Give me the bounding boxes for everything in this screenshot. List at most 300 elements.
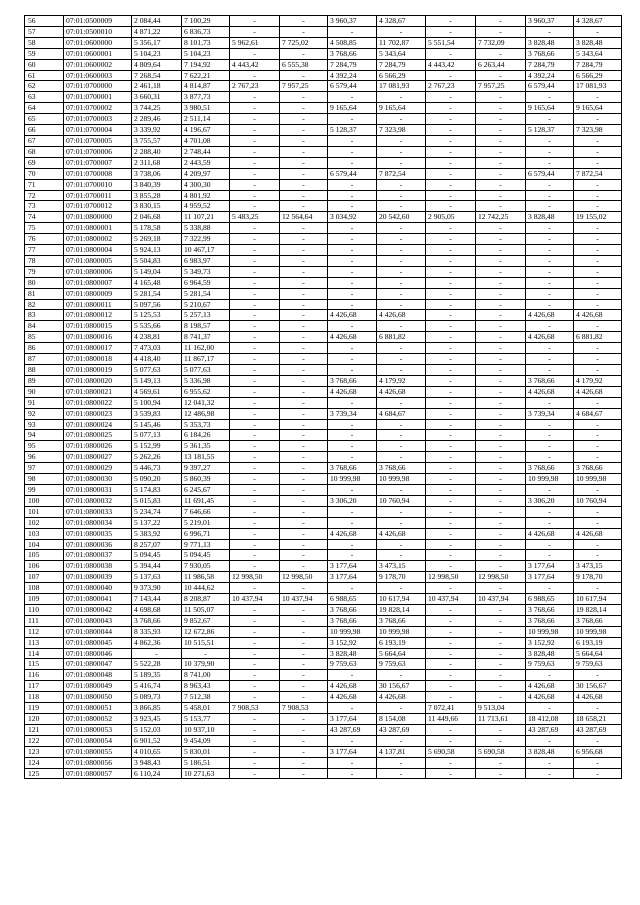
cadastral-code-cell: 07:01:0800040 [64,583,132,594]
value-cell: - [328,397,377,408]
value-cell: - [230,430,280,441]
value-cell: - [377,517,426,528]
value-cell: - [526,321,574,332]
value-cell: - [230,615,280,626]
row-number-cell: 89 [25,375,64,386]
cadastral-code-cell: 07:01:0800020 [64,375,132,386]
value-cell: - [426,408,476,419]
value-cell: - [476,408,526,419]
value-cell: - [426,604,476,615]
value-cell: - [328,441,377,452]
value-cell: 3 768,66 [377,615,426,626]
value-cell: 3 828,48 [526,212,574,223]
value-cell: 5 219,01 [182,517,230,528]
cadastral-code-cell: 07:01:0800029 [64,463,132,474]
cadastral-code-cell: 07:01:0800049 [64,681,132,692]
value-cell: 6 579,44 [328,168,377,179]
value-cell: 11 867,17 [182,354,230,365]
value-cell: 9 454,09 [182,735,230,746]
value-cell: - [280,452,328,463]
table-row [25,604,622,615]
value-cell: - [574,190,622,201]
value-cell: - [230,495,280,506]
value-cell: 5 089,73 [132,692,182,703]
value-cell: - [280,277,328,288]
value-cell: - [377,354,426,365]
row-number-cell: 80 [25,277,64,288]
value-cell: - [280,604,328,615]
value-cell: - [526,343,574,354]
value-cell: 5 535,66 [132,321,182,332]
value-cell: - [476,692,526,703]
value-cell: - [280,310,328,321]
table-row [25,299,622,310]
value-cell: - [426,125,476,136]
value-cell: 9 165,64 [377,103,426,114]
row-number-cell: 77 [25,245,64,256]
value-cell: 3 744,25 [132,103,182,114]
value-cell: 10 937,10 [182,724,230,735]
value-cell: - [526,135,574,146]
value-cell: 4 426,68 [328,528,377,539]
value-cell: - [230,190,280,201]
value-cell: 4 426,68 [526,681,574,692]
cadastral-code-cell: 07:01:0800027 [64,452,132,463]
value-cell: 10 999,98 [377,626,426,637]
value-cell: - [426,375,476,386]
value-cell: - [328,757,377,768]
value-cell: 4 300,30 [182,179,230,190]
value-cell: 7 284,79 [328,59,377,70]
value-cell: - [328,146,377,157]
value-cell: 7 512,38 [182,692,230,703]
value-cell: - [476,735,526,746]
row-number-cell: 90 [25,386,64,397]
value-cell: - [426,517,476,528]
value-cell: 6 566,29 [574,70,622,81]
value-cell: 3 980,51 [182,103,230,114]
value-cell: 4 862,36 [132,637,182,648]
row-number-cell: 116 [25,670,64,681]
value-cell: 4 426,68 [574,310,622,321]
value-cell: 17 081,93 [377,81,426,92]
cadastral-code-cell: 07:01:0800056 [64,757,132,768]
value-cell: - [230,16,280,27]
cadastral-code-cell: 07:01:0800019 [64,365,132,376]
row-number-cell: 108 [25,583,64,594]
value-cell: 9 165,64 [328,103,377,114]
value-cell: 5 090,20 [132,474,182,485]
row-number-cell: 63 [25,92,64,103]
value-cell: - [476,724,526,735]
value-cell: 5 343,64 [574,48,622,59]
value-cell: 4 426,68 [526,692,574,703]
value-cell: - [426,724,476,735]
table-row [25,343,622,354]
value-cell: 4 010,65 [132,746,182,757]
value-cell: 5 153,77 [182,714,230,725]
value-cell: - [526,517,574,528]
value-cell: - [476,299,526,310]
value-cell: - [476,70,526,81]
row-number-cell: 111 [25,615,64,626]
value-cell: 17 081,93 [574,81,622,92]
value-cell: - [377,266,426,277]
value-cell: 2 443,59 [182,157,230,168]
row-number-cell: 78 [25,255,64,266]
value-cell: - [377,430,426,441]
value-cell: 10 999,98 [377,474,426,485]
value-cell: - [328,179,377,190]
value-cell: - [476,583,526,594]
value-cell: - [280,103,328,114]
value-cell: 5 924,13 [132,245,182,256]
table-row [25,539,622,550]
value-cell: 2 084,44 [132,16,182,27]
row-number-cell: 102 [25,517,64,528]
value-cell: 3 473,15 [377,561,426,572]
value-cell: 6 996,71 [182,528,230,539]
value-cell: - [230,332,280,343]
value-cell: - [476,26,526,37]
value-cell: - [280,332,328,343]
value-cell: - [476,48,526,59]
row-number-cell: 125 [25,768,64,779]
value-cell: 7 957,25 [280,81,328,92]
value-cell: - [328,234,377,245]
value-cell: - [280,266,328,277]
value-cell: - [280,495,328,506]
value-cell: - [426,321,476,332]
table-row [25,288,622,299]
value-cell: 5 690,58 [476,746,526,757]
value-cell: 3 948,43 [132,757,182,768]
value-cell: 4 443,42 [230,59,280,70]
value-cell: - [476,463,526,474]
table-row [25,255,622,266]
cadastral-code-cell: 07:01:0800005 [64,255,132,266]
table-row [25,594,622,605]
cadastral-code-cell: 07:01:0800025 [64,430,132,441]
table-row [25,572,622,583]
value-cell: 4 328,67 [377,16,426,27]
row-number-cell: 95 [25,441,64,452]
value-cell: 4 165,48 [132,277,182,288]
value-cell: - [574,299,622,310]
value-cell: - [230,310,280,321]
value-cell: - [426,114,476,125]
table-row [25,724,622,735]
cadastral-code-cell: 07:01:0800036 [64,539,132,550]
value-cell: - [280,539,328,550]
value-cell: 5 097,56 [132,299,182,310]
value-cell: - [280,681,328,692]
value-cell: - [230,135,280,146]
cadastral-code-cell: 07:01:0800057 [64,768,132,779]
value-cell: 10 760,94 [574,495,622,506]
value-cell: 6 555,38 [280,59,328,70]
value-cell: - [280,463,328,474]
value-cell: 9 759,63 [574,659,622,670]
value-cell: 2 461,18 [132,81,182,92]
table-row [25,277,622,288]
table-row [25,768,622,779]
value-cell: - [377,583,426,594]
value-cell: 3 768,66 [377,463,426,474]
value-cell: 4 426,68 [526,386,574,397]
value-cell: - [426,419,476,430]
value-cell: - [476,288,526,299]
value-cell: - [377,157,426,168]
value-cell: 11 505,07 [182,604,230,615]
row-number-cell: 105 [25,550,64,561]
value-cell: - [230,692,280,703]
value-cell: - [426,157,476,168]
value-cell: - [426,179,476,190]
cadastral-code-cell: 07:01:0800038 [64,561,132,572]
table-row [25,637,622,648]
value-cell: 2 288,40 [132,146,182,157]
row-number-cell: 87 [25,354,64,365]
value-cell: - [476,648,526,659]
value-cell: - [280,397,328,408]
value-cell: 7 323,98 [574,125,622,136]
value-cell: 3 768,66 [526,375,574,386]
value-cell: 7 646,66 [182,506,230,517]
value-cell: 5 356,17 [132,37,182,48]
value-cell: - [280,659,328,670]
value-cell: - [526,506,574,517]
value-cell: 43 287,69 [574,724,622,735]
value-cell: - [328,670,377,681]
table-row [25,310,622,321]
value-cell: - [230,757,280,768]
row-number-cell: 58 [25,37,64,48]
value-cell: - [574,157,622,168]
value-cell: - [476,637,526,648]
cadastral-code-cell: 07:01:0800039 [64,572,132,583]
value-cell: - [377,506,426,517]
table-row [25,703,622,714]
value-cell: - [230,103,280,114]
value-cell: 7 872,54 [377,168,426,179]
value-cell: - [476,277,526,288]
cadastral-code-cell: 07:01:0800032 [64,495,132,506]
value-cell: 3 768,66 [132,615,182,626]
value-cell: 6 836,73 [182,26,230,37]
value-cell: - [230,561,280,572]
value-cell: - [476,16,526,27]
value-cell: - [230,659,280,670]
value-cell: - [328,583,377,594]
value-cell: 3 768,66 [328,375,377,386]
value-cell: - [377,343,426,354]
value-cell: - [280,386,328,397]
value-cell: - [476,168,526,179]
value-cell: - [377,321,426,332]
value-cell: - [280,692,328,703]
cadastral-code-cell: 07:01:0800007 [64,277,132,288]
value-cell: - [280,179,328,190]
value-cell: - [230,48,280,59]
value-cell: - [476,310,526,321]
row-number-cell: 96 [25,452,64,463]
value-cell: - [526,670,574,681]
value-cell: - [280,245,328,256]
row-number-cell: 120 [25,714,64,725]
value-cell: 4 426,68 [574,386,622,397]
row-number-cell: 69 [25,157,64,168]
value-cell: 30 156,67 [574,681,622,692]
value-cell: 3 152,92 [328,637,377,648]
value-cell: - [280,365,328,376]
value-cell: - [280,354,328,365]
value-cell: - [426,637,476,648]
value-cell: - [526,757,574,768]
value-cell: 5 077,63 [132,365,182,376]
value-cell: - [526,430,574,441]
value-cell: 5 416,74 [132,681,182,692]
data-table [24,15,622,779]
row-number-cell: 70 [25,168,64,179]
value-cell: - [526,201,574,212]
value-cell: - [280,474,328,485]
value-cell: - [476,474,526,485]
value-cell: - [328,539,377,550]
value-cell: - [574,735,622,746]
value-cell: 5 128,37 [526,125,574,136]
value-cell: - [328,223,377,234]
table-row [25,550,622,561]
value-cell: - [328,92,377,103]
value-cell: - [476,92,526,103]
value-cell: 9 771,13 [182,539,230,550]
table-row [25,681,622,692]
table-row [25,484,622,495]
value-cell: - [426,299,476,310]
value-cell: - [377,419,426,430]
value-cell: - [426,365,476,376]
value-cell: 5 281,54 [132,288,182,299]
table-row [25,714,622,725]
cadastral-code-cell: 07:01:0600002 [64,59,132,70]
value-cell: - [426,648,476,659]
table-row [25,135,622,146]
value-cell: - [280,648,328,659]
value-cell: - [574,223,622,234]
value-cell: 4 426,68 [328,692,377,703]
cadastral-code-cell: 07:01:0800017 [64,343,132,354]
value-cell: 3 828,48 [526,746,574,757]
value-cell: - [377,234,426,245]
value-cell: 4 809,64 [132,59,182,70]
value-cell: - [426,495,476,506]
table-row [25,245,622,256]
value-cell: 4 426,68 [328,386,377,397]
value-cell: 2 905,05 [426,212,476,223]
row-number-cell: 99 [25,484,64,495]
value-cell: 19 828,14 [377,604,426,615]
value-cell: 6 579,44 [526,168,574,179]
value-cell: - [230,670,280,681]
value-cell: - [328,419,377,430]
value-cell: 5 361,35 [182,441,230,452]
value-cell: 3 768,66 [328,463,377,474]
value-cell: 7 908,53 [230,703,280,714]
value-cell: - [328,365,377,376]
value-cell: - [377,245,426,256]
value-cell: - [280,408,328,419]
value-cell: - [426,659,476,670]
value-cell: 3 152,92 [526,637,574,648]
value-cell: - [280,550,328,561]
row-number-cell: 72 [25,190,64,201]
value-cell: - [476,157,526,168]
value-cell: - [280,125,328,136]
value-cell: - [526,179,574,190]
value-cell: - [230,550,280,561]
cadastral-code-cell: 07:01:0800048 [64,670,132,681]
value-cell: 3 828,48 [526,37,574,48]
row-number-cell: 79 [25,266,64,277]
value-cell: - [574,277,622,288]
value-cell: - [426,484,476,495]
row-number-cell: 67 [25,135,64,146]
value-cell: 7 143,44 [132,594,182,605]
value-cell: 6 193,19 [574,637,622,648]
value-cell: 11 986,58 [182,572,230,583]
value-cell: - [280,146,328,157]
value-cell: - [377,201,426,212]
value-cell: 10 379,90 [182,659,230,670]
value-cell: 7 284,79 [574,59,622,70]
value-cell: - [476,125,526,136]
value-cell: 12 742,25 [476,212,526,223]
value-cell: - [476,430,526,441]
value-cell: - [280,190,328,201]
value-cell: - [476,528,526,539]
value-cell: - [574,670,622,681]
row-number-cell: 107 [25,572,64,583]
value-cell: - [426,768,476,779]
row-number-cell: 101 [25,506,64,517]
value-cell: - [328,768,377,779]
value-cell: 12 998,50 [280,572,328,583]
value-cell: 5 149,04 [132,266,182,277]
row-number-cell: 66 [25,125,64,136]
value-cell: - [574,135,622,146]
table-row [25,430,622,441]
value-cell: - [328,277,377,288]
value-cell: - [230,528,280,539]
value-cell: - [426,168,476,179]
value-cell: 5 458,01 [182,703,230,714]
value-cell: 9 165,64 [526,103,574,114]
value-cell: 3 768,66 [328,48,377,59]
value-cell: 12 486,98 [182,408,230,419]
row-number-cell: 106 [25,561,64,572]
value-cell: 5 234,74 [132,506,182,517]
value-cell: - [328,484,377,495]
cadastral-code-cell: 07:01:0500010 [64,26,132,37]
value-cell: - [476,681,526,692]
value-cell: 9 852,67 [182,615,230,626]
table-row [25,201,622,212]
value-cell: 4 684,67 [377,408,426,419]
value-cell: - [280,168,328,179]
row-number-cell: 94 [25,430,64,441]
value-cell: 4 426,68 [526,332,574,343]
